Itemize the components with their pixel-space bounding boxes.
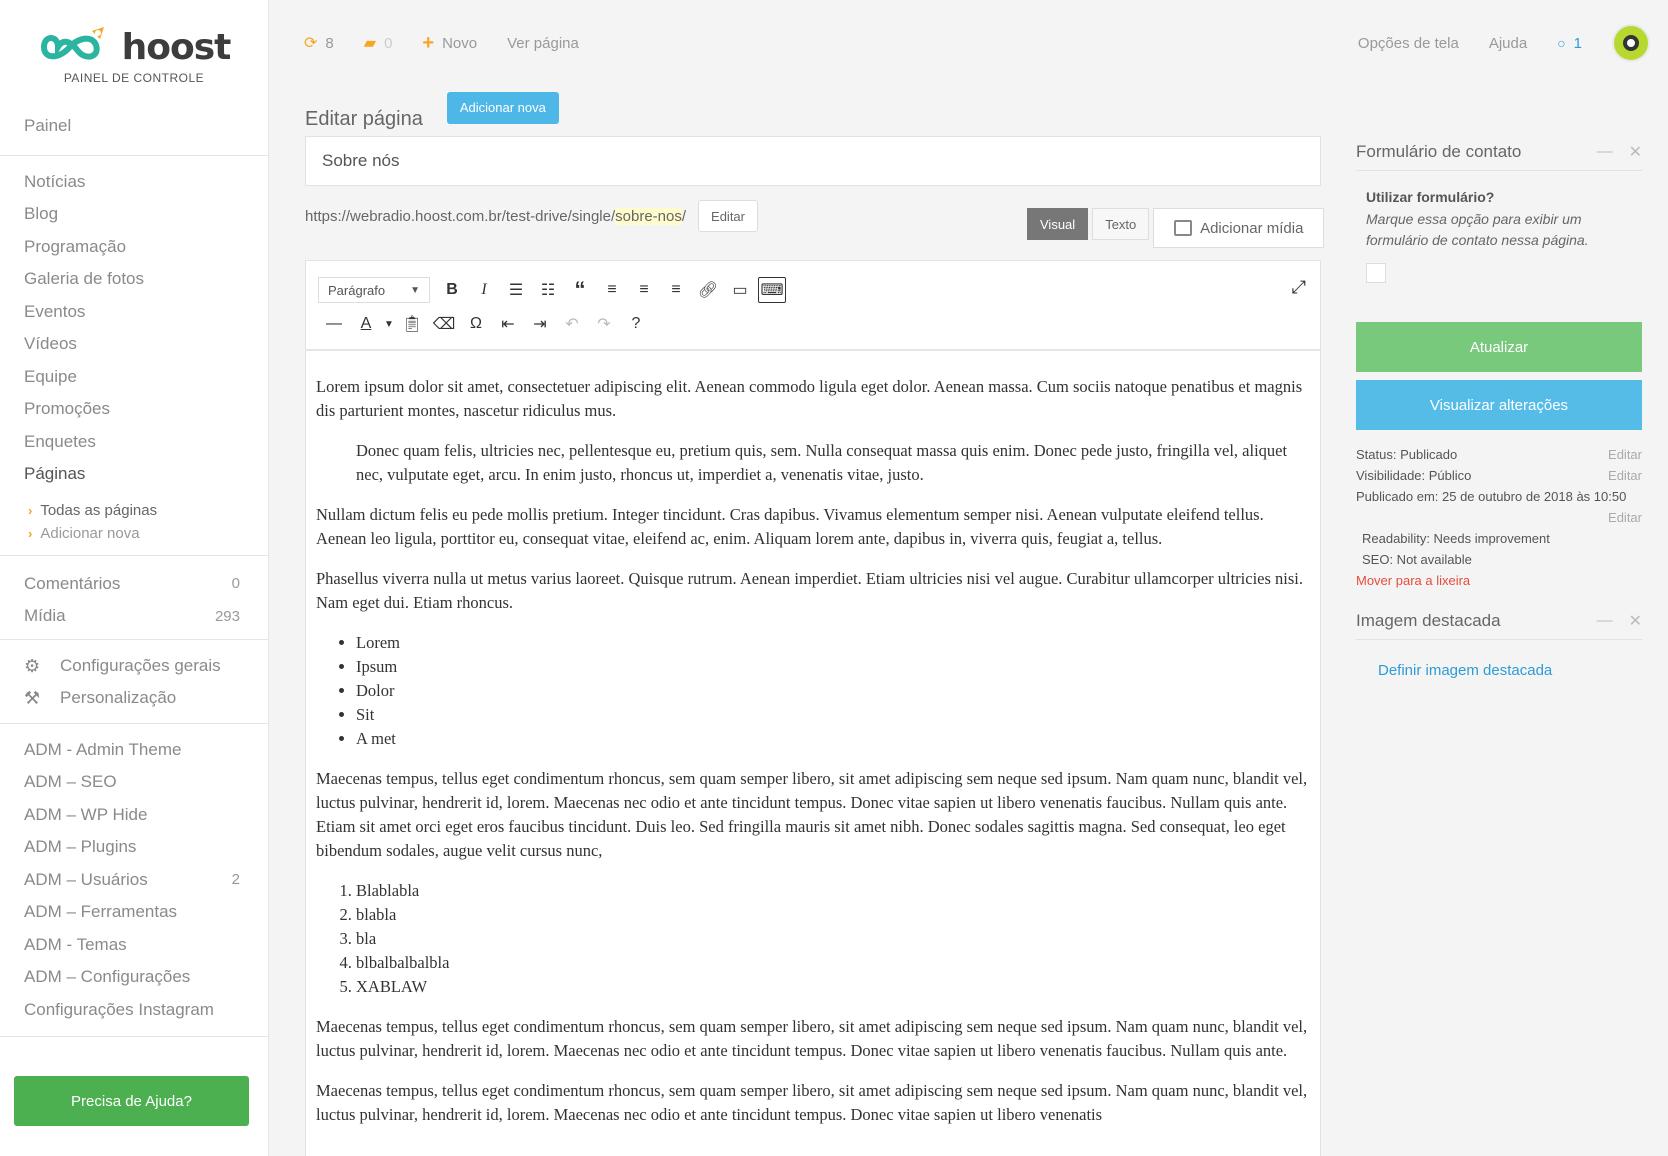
trash-link[interactable]: Mover para a lixeira	[1356, 573, 1471, 588]
sidebar-item-label: ADM – Ferramentas	[24, 902, 178, 922]
media-icon	[1174, 220, 1192, 236]
sidebar-item-label: ADM – Plugins	[24, 837, 137, 857]
sidebar-item-label: ADM - Admin Theme	[24, 739, 182, 759]
add-new-button[interactable]: Adicionar nova	[447, 92, 559, 124]
format-select-value: Parágrafo	[328, 282, 386, 298]
align-right-icon[interactable]: ≡	[671, 281, 681, 298]
media-count: 293	[214, 607, 240, 625]
sidebar-item-configuracoes-instagram[interactable]	[0, 994, 268, 1027]
link-icon[interactable]: 🔗︎	[697, 282, 719, 299]
gear-icon: ⚙	[24, 655, 41, 676]
submenu-todas-paginas[interactable]	[0, 499, 268, 522]
submenu-label: Adicionar nova	[40, 524, 140, 542]
eraser-icon[interactable]: ⌫	[432, 316, 456, 333]
caret-down-icon[interactable]: ▼	[384, 318, 394, 330]
plus-icon: +	[422, 31, 435, 54]
numbered-list	[356, 879, 1310, 999]
top-bar-right	[1358, 0, 1668, 86]
hammer-icon: ⚒	[24, 688, 41, 709]
align-center-icon[interactable]: ≡	[639, 281, 649, 298]
read-more-icon[interactable]: ▭	[732, 282, 748, 299]
paragraph: Lorem ipsum dolor sit amet, consectetuer adipiscing elit. Aenean commodo ligula eget dolor. Aenean massa. Cum sociis natoque penatibus et magnis dis parturient montes, nascetur ridiculus mus.	[316, 377, 1303, 420]
minimize-icon[interactable]: —	[1596, 611, 1613, 629]
refresh-icon: ⟳	[304, 35, 318, 52]
list-item: 5. XABLAW	[356, 975, 1310, 999]
editor-toolbar	[306, 261, 1320, 351]
sidebar-item-label: Galeria de fotos	[24, 269, 145, 289]
sidebar-item-adm-seo[interactable]	[0, 766, 268, 799]
editor	[305, 260, 1321, 1156]
sidebar-item-comentarios[interactable]	[0, 568, 268, 601]
omega-icon[interactable]: Ω	[470, 315, 482, 332]
permalink-end: /	[681, 207, 687, 225]
format-select[interactable]	[318, 277, 430, 303]
nav-group-content	[0, 156, 268, 556]
sidebar-item-adm-configuracoes[interactable]	[0, 961, 268, 994]
notifications-link[interactable]	[1557, 35, 1582, 52]
list-item: • A met	[356, 727, 1310, 751]
italic-icon[interactable]: I	[481, 281, 487, 298]
close-icon[interactable]: ✕	[1628, 143, 1642, 161]
redo-icon[interactable]: ↷	[597, 316, 611, 333]
panel-title: Formulário de contato	[1356, 141, 1522, 161]
list-item: 2. blabla	[356, 903, 1310, 927]
contact-form-panel-body	[1356, 171, 1642, 283]
sidebar-item-label: ADM – WP Hide	[24, 804, 148, 824]
page-header	[305, 84, 559, 131]
view-page-label: Ver página	[507, 34, 579, 52]
sidebar	[0, 0, 269, 1156]
sidebar-item-label: ADM - Temas	[24, 934, 127, 954]
paragraph: Maecenas tempus, tellus eget condimentum rhoncus, sem quam semper libero, sit amet adipiscing sem neque sed ipsum. Nam quam nunc, blandit vel, luctus pulvinar, hendrerit id, lorem. Maecenas nec odio et ante tincidunt tempus. Donec vitae sapien ut libero venenatis faucibus. Nullam quis ante.	[316, 1017, 1308, 1060]
list-item: 4. blbalbalbalbla	[356, 951, 1310, 975]
screen-options-link[interactable]	[1358, 35, 1459, 52]
keyboard-icon[interactable]: ⌨	[758, 277, 786, 303]
sidebar-item-label: Painel	[24, 116, 72, 136]
contact-form-description: Marque essa opção para exibir um formulário de contato nessa página.	[1366, 211, 1589, 248]
readability-text: Readability: Needs improvement	[1362, 531, 1550, 546]
updates-count: 8	[325, 34, 334, 52]
publish-meta	[1356, 444, 1642, 591]
title-value: Sobre nós	[322, 151, 400, 170]
sidebar-item-midia[interactable]	[0, 600, 268, 633]
status-text: Status: Publicado	[1356, 447, 1458, 462]
indent-icon[interactable]: ⇥	[533, 316, 547, 333]
users-count: 2	[231, 871, 240, 889]
paragraph: Nullam dictum felis eu pede mollis pretium. Integer tincidunt. Cras dapibus. Vivamus elementum semper nisi. Aenean vulputate eleifend tellus. Aenean leo ligula, porttitor eu, consequat vitae, eleifend ac, enim. Aliquam lorem ante, dapibus in, viverra quis, feugiat a, tellus.	[316, 505, 1264, 548]
contact-form-checkbox[interactable]	[1366, 263, 1386, 283]
contact-form-question: Utilizar formulário?	[1366, 189, 1495, 205]
sidebar-item-label: Programação	[24, 236, 127, 256]
sidebar-item-videos[interactable]	[0, 328, 268, 361]
help-link[interactable]	[1489, 35, 1527, 52]
list-item: 1. Blablabla	[356, 879, 1310, 903]
bullet-list-icon[interactable]: ☰	[508, 282, 524, 299]
seo-text: SEO: Not available	[1362, 552, 1472, 567]
sidebar-item-enquetes[interactable]	[0, 426, 268, 459]
infinity-rocket-logo-icon	[38, 25, 120, 69]
tab-visual[interactable]: Visual	[1027, 208, 1088, 240]
contact-form-panel	[1356, 133, 1642, 283]
sidebar-item-adm-plugins[interactable]	[0, 831, 268, 864]
visibility-text: Visibilidade: Público	[1356, 468, 1472, 483]
align-left-icon[interactable]: ≡	[607, 281, 617, 298]
visibility-edit-link[interactable]: Editar	[1608, 468, 1642, 483]
sidebar-item-label: ADM – Configurações	[24, 967, 191, 987]
add-media-label: Adicionar mídia	[1200, 219, 1304, 237]
avatar[interactable]	[1612, 24, 1650, 62]
sidebar-item-label: Equipe	[24, 366, 77, 386]
sidebar-item-label: Mídia	[24, 606, 66, 626]
comment-bubble-icon: ▰	[363, 35, 377, 52]
comments-count-top: 0	[384, 34, 393, 52]
comments-link[interactable]	[364, 33, 393, 53]
minimize-icon[interactable]: —	[1596, 142, 1613, 160]
paragraph: Maecenas tempus, tellus eget condimentum rhoncus, sem quam semper libero, sit amet adipiscing sem neque sed ipsum. Nam quam nunc, blandit vel, luctus pulvinar, hendrerit id, lorem. Maecenas nec odio et ante tincidunt tempus. Donec vitae sapien ut libero venenatis	[316, 1081, 1308, 1124]
bullet-list	[356, 631, 1310, 751]
paragraph: Maecenas tempus, tellus eget condimentum rhoncus, sem quam semper libero, sit amet adipiscing sem neque sed ipsum. Nam quam nunc, blandit vel, luctus pulvinar, hendrerit id, lorem. Maecenas nec odio et ante tincidunt tempus. Donec vitae sapien ut libero venenatis faucibus. Nullam quis ante. Etiam sit amet orci eget eros faucibus tincidunt. Duis leo. Sed fringilla mauris sit amet nibh. Donec sodales sagittis magna. Sed consequat, leo eget bibendum sodales, augue velit cursus nunc,	[316, 769, 1308, 860]
sidebar-item-label: Notícias	[24, 171, 86, 191]
permalink-slug[interactable]: sobre-nos	[615, 207, 682, 225]
nav-group-comments-media	[0, 556, 268, 640]
help-button[interactable]: Precisa de Ajuda?	[14, 1076, 249, 1126]
sidebar-item-painel[interactable]	[0, 110, 268, 143]
status-edit-link[interactable]: Editar	[1608, 447, 1642, 462]
sidebar-item-galeria[interactable]	[0, 263, 268, 296]
editor-content[interactable]	[306, 351, 1320, 1127]
sidebar-item-configuracoes-gerais[interactable]	[0, 650, 268, 683]
paste-text-icon[interactable]: 📋︎	[401, 316, 423, 333]
numbered-list-icon[interactable]: ☷	[540, 282, 556, 299]
logo-subtitle: PAINEL DE CONTROLE	[63, 71, 205, 85]
blockquote: Donec quam felis, ultricies nec, pellentesque eu, pretium quis, sem. Nulla consequat massa quis enim. Donec pede justo, fringilla vel, aliquet nec, vulputate eget, arcu. In enim justo, rhoncus ut, imperdiet a, venenatis vitae, justo.	[356, 441, 1288, 484]
sidebar-item-label: Enquetes	[24, 431, 96, 451]
nav-group-dashboard	[0, 96, 268, 156]
sidebar-item-label: ADM – Usuários	[24, 869, 148, 889]
nav-group-admin	[0, 724, 268, 1038]
date-edit-link[interactable]: Editar	[1608, 510, 1642, 525]
sidebar-item-adm-ferramentas[interactable]	[0, 896, 268, 929]
featured-image-panel-header	[1356, 602, 1642, 640]
help-circle-icon[interactable]: ?	[631, 315, 641, 332]
fullscreen-icon[interactable]: ⤢	[1291, 277, 1306, 297]
notification-circle-icon: ○	[1557, 35, 1566, 51]
logo-wordmark: hoost	[121, 26, 231, 68]
sidebar-item-adm-wp-hide[interactable]	[0, 799, 268, 832]
sidebar-item-equipe[interactable]	[0, 361, 268, 394]
sidebar-item-blog[interactable]	[0, 198, 268, 231]
sidebar-item-label: Personalização	[60, 688, 177, 708]
sidebar-item-adm-admin-theme[interactable]	[0, 734, 268, 767]
sidebar-item-adm-usuarios[interactable]	[0, 864, 268, 897]
new-link[interactable]	[422, 32, 477, 55]
blockquote-icon[interactable]: “	[574, 277, 586, 302]
sidebar-item-noticias[interactable]	[0, 166, 268, 199]
list-item: • Ipsum	[356, 655, 1310, 679]
updates-link[interactable]	[304, 33, 334, 53]
help-label: Ajuda	[1488, 34, 1528, 52]
contact-form-panel-header	[1356, 133, 1642, 171]
sidebar-item-label: Configurações Instagram	[24, 999, 214, 1019]
submenu-label: Todas as páginas	[40, 501, 158, 519]
page-title: Editar página	[305, 108, 423, 130]
horizontal-line-icon[interactable]: —	[326, 315, 342, 332]
chevron-right-icon: ›	[28, 502, 33, 518]
sidebar-item-programacao[interactable]	[0, 231, 268, 264]
tab-text[interactable]: Texto	[1092, 208, 1149, 240]
sidebar-item-eventos[interactable]	[0, 296, 268, 329]
logo[interactable]	[0, 0, 268, 96]
notifications-count: 1	[1573, 34, 1582, 52]
title-input[interactable]	[305, 136, 1321, 186]
list-item: • Dolor	[356, 679, 1310, 703]
text-color-icon[interactable]: A	[360, 315, 372, 332]
sidebar-item-label: Eventos	[24, 301, 86, 321]
view-page-link[interactable]	[507, 35, 579, 52]
chevron-right-icon: ›	[28, 525, 33, 541]
sidebar-item-personalizacao[interactable]	[0, 682, 268, 715]
sidebar-item-label: Promoções	[24, 399, 110, 419]
set-featured-image-link[interactable]: Definir imagem destacada	[1378, 662, 1553, 679]
top-bar	[270, 0, 1668, 86]
caret-down-icon: ▼	[410, 284, 420, 296]
permalink	[305, 200, 758, 232]
panel-title: Imagem destacada	[1356, 610, 1501, 630]
sidebar-item-label: Páginas	[24, 464, 86, 484]
undo-icon[interactable]: ↶	[565, 316, 579, 333]
comments-count: 0	[231, 575, 240, 593]
sidebar-item-label: Comentários	[24, 573, 121, 593]
avatar-eye-icon	[1623, 35, 1639, 51]
permalink-base: https://webradio.hoost.com.br/test-drive/single/	[305, 207, 616, 225]
add-media-button[interactable]	[1153, 208, 1324, 248]
sidebar-item-label: ADM – SEO	[24, 772, 117, 792]
close-icon[interactable]: ✕	[1628, 612, 1642, 630]
sidebar-item-label: Configurações gerais	[60, 655, 221, 675]
list-item: • Lorem	[356, 631, 1310, 655]
published-date-text: Publicado em: 25 de outubro de 2018 às 10:50	[1356, 489, 1627, 504]
editor-mode-tabs	[1027, 200, 1324, 248]
permalink-edit-button[interactable]: Editar	[698, 200, 758, 232]
list-item: • Sit	[356, 703, 1310, 727]
new-label: Novo	[442, 34, 478, 52]
sidebar-item-promocoes[interactable]	[0, 393, 268, 426]
outdent-icon[interactable]: ⇤	[501, 316, 515, 333]
nav-group-settings	[0, 640, 268, 724]
sidebar-item-label: Vídeos	[24, 334, 77, 354]
submenu-adicionar-nova[interactable]	[0, 522, 268, 545]
screen-options-label: Opções de tela	[1357, 34, 1459, 52]
featured-image-panel	[1356, 602, 1642, 679]
sidebar-item-adm-temas[interactable]	[0, 929, 268, 962]
update-button[interactable]: Atualizar	[1356, 322, 1642, 372]
preview-button[interactable]: Visualizar alterações	[1356, 380, 1642, 430]
bold-icon[interactable]: B	[446, 281, 458, 298]
paragraph: Phasellus viverra nulla ut metus varius laoreet. Quisque rutrum. Aenean imperdiet. Etiam ultricies nisi vel augue. Curabitur ullamcorper ultricies nisi. Nam eget dui. Etiam rhoncus.	[316, 569, 1303, 612]
sidebar-item-label: Blog	[24, 204, 59, 224]
sidebar-item-paginas[interactable]	[0, 458, 268, 491]
list-item: 3. bla	[356, 927, 1310, 951]
